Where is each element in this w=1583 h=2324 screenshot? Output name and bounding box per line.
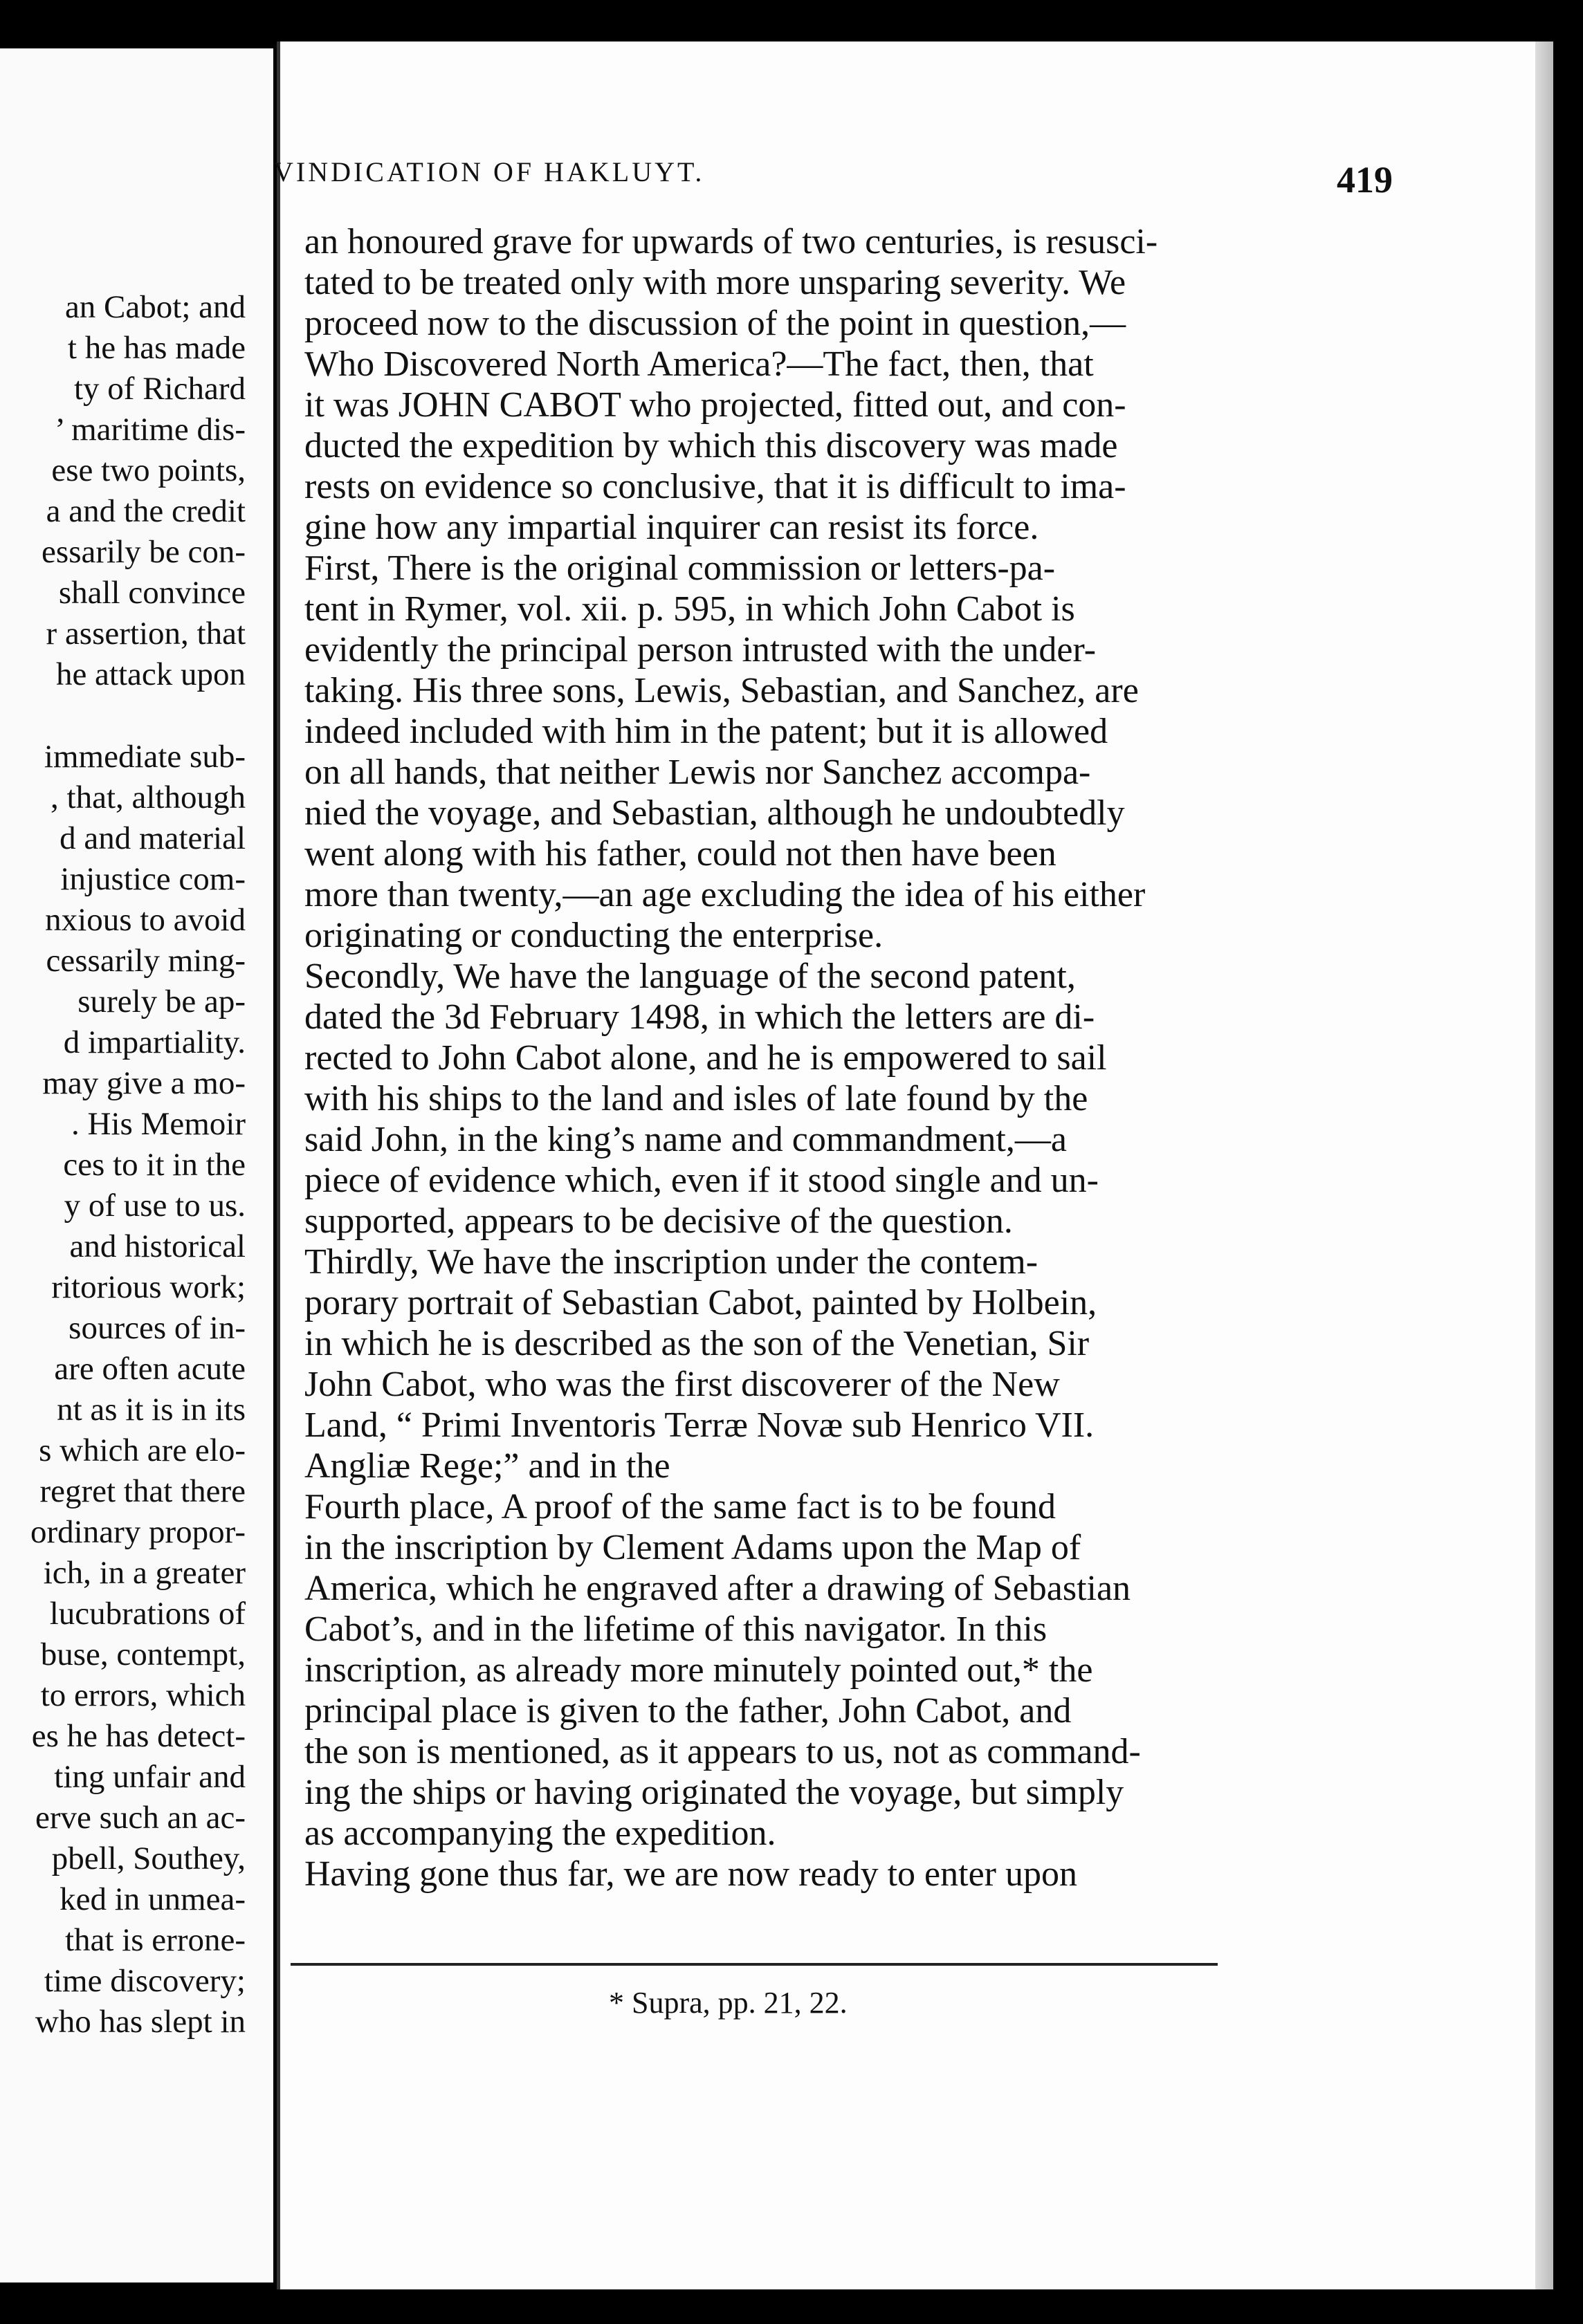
body-line: nied the voyage, and Sebastian, although he undoubtedly bbox=[304, 793, 1125, 833]
body-line: it was JOHN CABOT who projected, fitted out, and con- bbox=[304, 385, 1126, 425]
left-page-line: injustice com- bbox=[60, 861, 246, 897]
body-line: porary portrait of Sebastian Cabot, painted by Holbein, bbox=[304, 1283, 1097, 1322]
body-line: Cabot’s, and in the lifetime of this navigator. In this bbox=[304, 1610, 1047, 1649]
left-page-line: immediate sub- bbox=[44, 739, 246, 775]
left-page-line: s which are elo- bbox=[39, 1432, 246, 1468]
left-page-line: y of use to us. bbox=[64, 1188, 246, 1224]
left-page-line: he attack upon bbox=[55, 656, 246, 692]
body-line: First, There is the original commission or letters-pa- bbox=[304, 548, 1056, 588]
body-line: in which he is described as the son of the Venetian, Sir bbox=[304, 1324, 1090, 1363]
footnote-rule bbox=[291, 1963, 1218, 1966]
body-line: proceed now to the discussion of the point in question,— bbox=[304, 304, 1126, 343]
left-page-line: surely be ap- bbox=[77, 984, 246, 1020]
body-line: taking. His three sons, Lewis, Sebastian, and Sanchez, are bbox=[304, 671, 1139, 710]
body-line: Angliæ Rege;” and in the bbox=[304, 1446, 670, 1486]
body-line: more than twenty,—an age excluding the idea of his either bbox=[304, 875, 1146, 914]
left-page-line: and historical bbox=[69, 1228, 246, 1264]
left-page-line: es he has detect- bbox=[31, 1718, 246, 1754]
body-line: tent in Rymer, vol. xii. p. 595, in which John Cabot is bbox=[304, 589, 1075, 629]
body-line: an honoured grave for upwards of two centuries, is resusci- bbox=[304, 222, 1158, 261]
left-page-line: ese two points, bbox=[51, 452, 246, 488]
left-page-line: time discovery; bbox=[44, 1963, 246, 1999]
body-line: on all hands, that neither Lewis nor Sanchez accompa- bbox=[304, 753, 1091, 792]
body-line: rected to John Cabot alone, and he is empowered to sail bbox=[304, 1038, 1107, 1078]
body-line: supported, appears to be decisive of the question. bbox=[304, 1201, 1013, 1241]
left-page-line bbox=[0, 695, 246, 737]
body-line: Who Discovered North America?—The fact, then, that bbox=[304, 344, 1094, 384]
left-page-line: ordinary propor- bbox=[30, 1514, 246, 1550]
body-line: originating or conducting the enterprise. bbox=[304, 916, 884, 955]
left-page-line: ting unfair and bbox=[54, 1759, 246, 1795]
left-page-line: an Cabot; and bbox=[64, 289, 246, 325]
footnote: * Supra, pp. 21, 22. bbox=[609, 1986, 848, 2020]
body-line: piece of evidence which, even if it stood single and un- bbox=[304, 1161, 1099, 1200]
left-page-line: ich, in a greater bbox=[43, 1555, 246, 1591]
left-page-line: t he has made bbox=[67, 330, 246, 366]
left-page-line: a and the credit bbox=[46, 493, 246, 529]
left-page-line: that is errone- bbox=[64, 1922, 246, 1958]
left-page-line: essarily be con- bbox=[42, 534, 246, 570]
left-page-line: who has slept in bbox=[35, 2004, 246, 2040]
body-line: Fourth place, A proof of the same fact is to be found bbox=[304, 1487, 1056, 1527]
left-page-line: lucubrations of bbox=[49, 1596, 246, 1632]
page-number: 419 bbox=[1337, 159, 1393, 201]
body-line: ing the ships or having originated the voyage, but simply bbox=[304, 1773, 1124, 1812]
body-line: with his ships to the land and isles of late found by the bbox=[304, 1079, 1088, 1118]
body-line: inscription, as already more minutely pointed out,* the bbox=[304, 1650, 1093, 1690]
body-line: the son is mentioned, as it appears to us, not as command- bbox=[304, 1732, 1141, 1771]
left-page-line: , that, although bbox=[51, 780, 246, 815]
left-page-line: erve such an ac- bbox=[35, 1800, 246, 1836]
body-line: Thirdly, We have the inscription under the contem- bbox=[304, 1242, 1038, 1282]
left-page-line: ritorious work; bbox=[51, 1269, 246, 1305]
left-page-line: shall convince bbox=[58, 575, 246, 611]
page-header bbox=[273, 156, 1393, 204]
body-line: evidently the principal person intrusted with the under- bbox=[304, 630, 1097, 670]
left-page-line: r assertion, that bbox=[46, 616, 246, 652]
left-page-line: are often acute bbox=[54, 1351, 246, 1387]
left-page-line: may give a mo- bbox=[42, 1065, 246, 1101]
left-page-line: regret that there bbox=[39, 1473, 246, 1509]
left-page-line: ces to it in the bbox=[63, 1147, 246, 1183]
body-line: rests on evidence so conclusive, that it is difficult to ima- bbox=[304, 467, 1126, 506]
left-page-line: ’ maritime dis- bbox=[55, 412, 246, 448]
left-page-line: cessarily ming- bbox=[46, 943, 246, 979]
body-line: as accompanying the expedition. bbox=[304, 1814, 776, 1853]
left-page-line: sources of in- bbox=[68, 1310, 246, 1346]
left-page-text-column bbox=[0, 287, 246, 2042]
left-page-line: ty of Richard bbox=[74, 371, 246, 407]
body-line: Land, “ Primi Inventoris Terræ Novæ sub Henrico VII. bbox=[304, 1405, 1095, 1445]
left-page-line: ked in unmea- bbox=[60, 1881, 246, 1917]
body-line: Secondly, We have the language of the second patent, bbox=[304, 957, 1076, 996]
left-page-line: d and material bbox=[60, 820, 246, 856]
body-line: in the inscription by Clement Adams upon the Map of bbox=[304, 1528, 1081, 1567]
body-line: principal place is given to the father, John Cabot, and bbox=[304, 1691, 1072, 1731]
body-line: dated the 3d February 1498, in which the letters are di- bbox=[304, 997, 1095, 1037]
body-line: Having gone thus far, we are now ready to enter upon bbox=[304, 1854, 1077, 1894]
left-page-line: . His Memoir bbox=[71, 1106, 246, 1142]
left-page-line: nxious to avoid bbox=[45, 902, 246, 938]
left-page-fragment bbox=[0, 48, 277, 2282]
left-page-line: pbell, Southey, bbox=[51, 1841, 246, 1876]
left-page-line: nt as it is in its bbox=[57, 1392, 246, 1428]
body-line: tated to be treated only with more unsparing severity. We bbox=[304, 263, 1126, 302]
body-line: John Cabot, who was the first discoverer of the New bbox=[304, 1365, 1060, 1404]
body-line: went along with his father, could not then have been bbox=[304, 834, 1056, 874]
left-page-line: d impartiality. bbox=[63, 1024, 246, 1060]
left-page-line: buse, contempt, bbox=[40, 1636, 246, 1672]
body-line: ducted the expedition by which this discovery was made bbox=[304, 426, 1118, 465]
body-text bbox=[304, 221, 1259, 1894]
left-page-line: to errors, which bbox=[40, 1677, 246, 1713]
body-line: America, which he engraved after a drawing of Sebastian bbox=[304, 1569, 1131, 1608]
body-line: indeed included with him in the patent; but it is allowed bbox=[304, 712, 1108, 751]
body-line: gine how any impartial inquirer can resist its force. bbox=[304, 508, 1039, 547]
running-title: VINDICATION OF HAKLUYT. bbox=[273, 156, 705, 187]
body-line: said John, in the king’s name and commandment,—a bbox=[304, 1120, 1067, 1159]
